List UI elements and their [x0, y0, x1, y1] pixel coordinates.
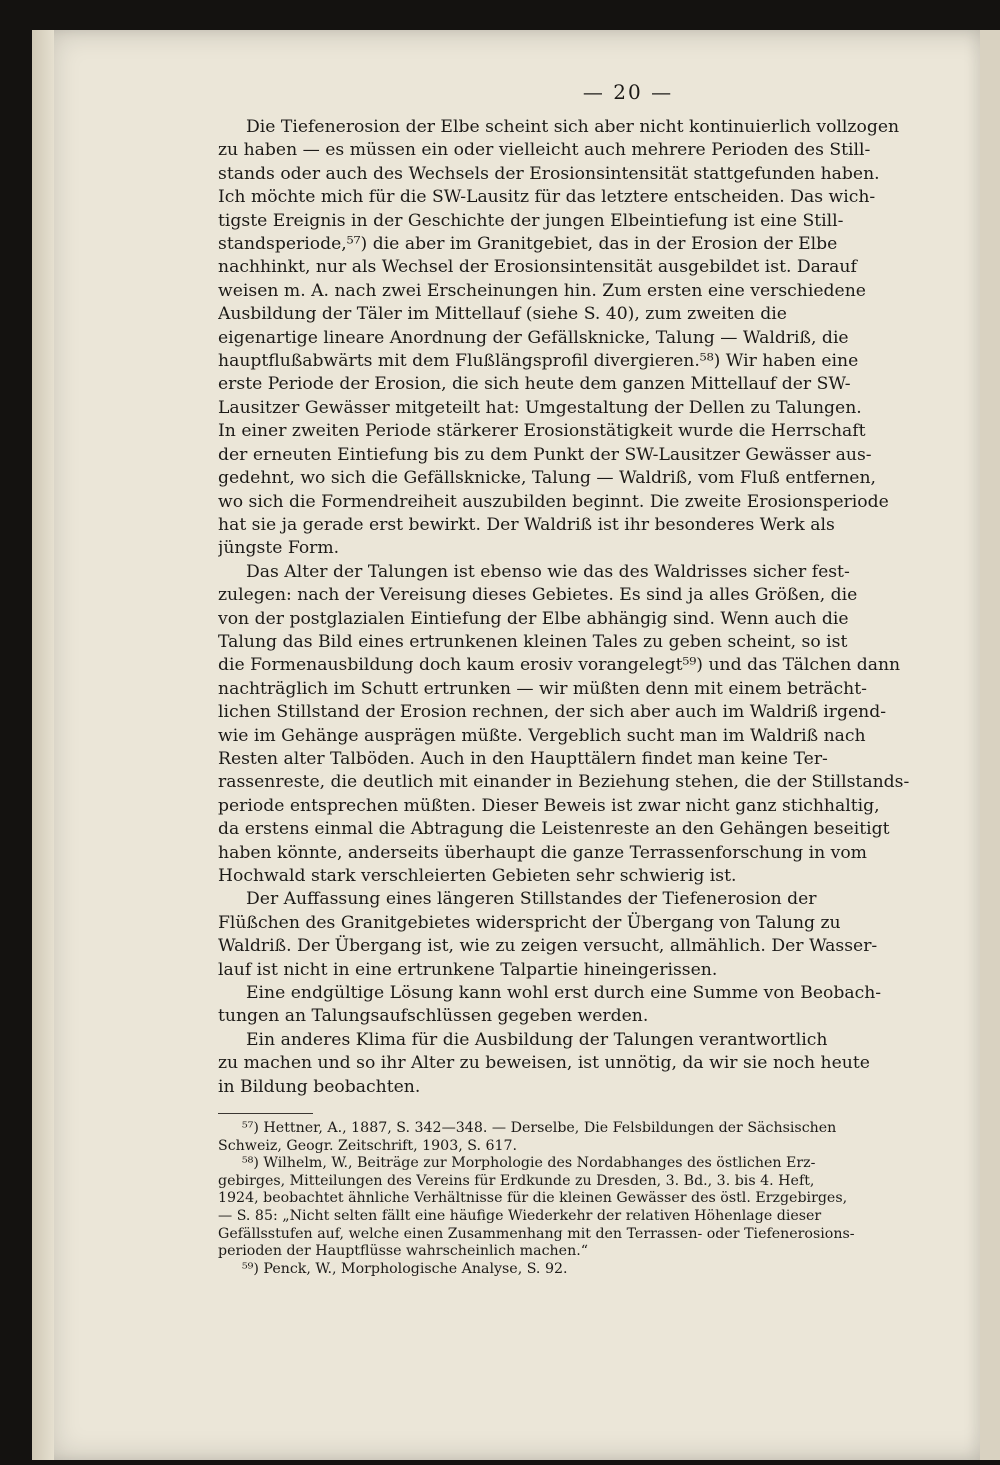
- text-line: zu haben — es müssen ein oder vielleicht auch mehrere Perioden des Still-: [218, 140, 871, 161]
- footnote-line: — S. 85: „Nicht selten fällt eine häufige Wiederkehr der relativen Höhenlage dieser: [218, 1208, 822, 1225]
- text-line: Eine endgültige Lösung kann wohl erst durch eine Summe von Beobach-: [246, 983, 882, 1004]
- text-line: nachträglich im Schutt ertrunken — wir müßten denn mit einem beträcht-: [218, 678, 867, 699]
- text-line: standsperiode,⁵⁷) die aber im Granitgebiet, das in der Erosion der Elbe: [218, 234, 838, 255]
- footnote-line: gebirges, Mitteilungen des Vereins für Erdkunde zu Dresden, 3. Bd., 3. bis 4. Heft,: [218, 1172, 815, 1189]
- text-line: wie im Gehänge ausprägen müßte. Vergeblich sucht man im Waldriß nach: [218, 725, 866, 746]
- footnote-line: ⁵⁸) Wilhelm, W., Beiträge zur Morphologie des Nordabhanges des östlichen Erz-: [242, 1155, 816, 1172]
- paragraph: [218, 1029, 938, 1099]
- page-number: — 20 —: [582, 80, 674, 104]
- text-line: eigenartige lineare Anordnung der Gefällsknicke, Talung — Waldriß, die: [218, 327, 849, 348]
- text-line: Hochwald stark verschleierten Gebieten sehr schwierig ist.: [218, 866, 737, 886]
- text-line: in Bildung beobachten.: [218, 1076, 421, 1097]
- text-line: nachhinkt, nur als Wechsel der Erosionsintensität ausgebildet ist. Darauf: [218, 257, 857, 278]
- text-line: Lausitzer Gewässer mitgeteilt hat: Umgestaltung der Dellen zu Talungen.: [218, 397, 862, 418]
- text-line: jüngste Form.: [218, 538, 340, 559]
- text-line: Waldriß. Der Übergang ist, wie zu zeigen versucht, allmählich. Der Wasser-: [218, 936, 878, 957]
- text-line: von der postglazialen Eintiefung der Elbe abhängig sind. Wenn auch die: [218, 608, 849, 629]
- text-line: Ausbildung der Täler im Mittellauf (siehe S. 40), zum zweiten die: [218, 304, 787, 325]
- text-line: zu machen und so ihr Alter zu beweisen, ist unnötig, da wir sie noch heute: [218, 1053, 870, 1074]
- footnote-line: ⁵⁹) Penck, W., Morphologische Analyse, S. 92.: [242, 1260, 568, 1277]
- text-line: tigste Ereignis in der Geschichte der jungen Elbeintiefung ist eine Still-: [218, 210, 844, 231]
- text-line: die Formenausbildung doch kaum erosiv vorangelegt⁵⁹) und das Tälchen dann: [218, 655, 901, 676]
- text-line: Ein anderes Klima für die Ausbildung der Talungen verantwortlich: [246, 1029, 828, 1050]
- page-gutter: [32, 30, 54, 1460]
- paragraph: [218, 982, 938, 1029]
- footnote-line: ⁵⁷) Hettner, A., 1887, S. 342—348. — Derselbe, Die Felsbildungen der Sächsischen: [242, 1120, 837, 1137]
- footnote-line: perioden der Hauptflüsse wahrscheinlich machen.“: [218, 1243, 588, 1260]
- text-line: stands oder auch des Wechsels der Erosionsintensität stattgefunden haben.: [218, 163, 880, 184]
- text-line: periode entsprechen müßten. Dieser Beweis ist zwar nicht ganz stichhaltig,: [218, 795, 880, 816]
- text-line: da erstens einmal die Abtragung die Leistenreste an den Gehängen beseitigt: [218, 819, 890, 840]
- footnote-line: Gefällsstufen auf, welche einen Zusammenhang mit den Terrassen- oder Tiefenerosions-: [218, 1225, 855, 1242]
- page-content: [218, 80, 938, 1278]
- footnote-line: Schweiz, Geogr. Zeitschrift, 1903, S. 617.: [218, 1137, 518, 1154]
- text-line: zulegen: nach der Vereisung dieses Gebietes. Es sind ja alles Größen, die: [218, 585, 858, 606]
- text-line: Die Tiefenerosion der Elbe scheint sich aber nicht kontinuierlich vollzogen: [246, 117, 900, 137]
- text-line: rassenreste, die deutlich mit einander in Beziehung stehen, die der Stillstands-: [218, 772, 910, 793]
- text-line: Ich möchte mich für die SW-Lausitz für das letztere entscheiden. Das wich-: [218, 187, 876, 208]
- text-line: Talung das Bild eines ertrunkenen kleinen Tales zu geben scheint, so ist: [218, 631, 848, 652]
- paragraph: [218, 116, 938, 561]
- text-line: erste Periode der Erosion, die sich heute dem ganzen Mittellauf der SW-: [218, 374, 851, 395]
- text-line: lauf ist nicht in eine ertrunkene Talpartie hineingerissen.: [218, 959, 718, 980]
- text-line: hauptflußabwärts mit dem Flußlängsprofil divergieren.⁵⁸) Wir haben eine: [218, 351, 859, 372]
- text-line: Resten alter Talböden. Auch in den Haupttälern findet man keine Ter-: [218, 748, 828, 769]
- text-line: haben könnte, anderseits überhaupt die ganze Terrassenforschung in vom: [218, 842, 867, 863]
- body-text: [218, 116, 938, 1099]
- text-line: lichen Stillstand der Erosion rechnen, der sich aber auch im Waldriß irgend-: [218, 702, 887, 723]
- text-line: hat sie ja gerade erst bewirkt. Der Waldriß ist ihr besonderes Werk als: [218, 514, 835, 535]
- text-line: gedehnt, wo sich die Gefällsknicke, Talung — Waldriß, vom Fluß entfernen,: [218, 468, 876, 489]
- text-line: Der Auffassung eines längeren Stillstandes der Tiefenerosion der: [246, 889, 817, 910]
- footnotes: [218, 1120, 938, 1278]
- text-line: tungen an Talungsaufschlüssen gegeben werden.: [218, 1006, 649, 1027]
- paragraph: [218, 888, 938, 982]
- footnote-rule: [218, 1113, 313, 1114]
- text-line: wo sich die Formendreiheit auszubilden beginnt. Die zweite Erosionsperiode: [218, 491, 889, 512]
- text-line: Das Alter der Talungen ist ebenso wie das des Waldrisses sicher fest-: [246, 561, 850, 582]
- text-line: weisen m. A. nach zwei Erscheinungen hin. Zum ersten eine verschiedene: [218, 280, 866, 301]
- footnote-line: 1924, beobachtet ähnliche Verhältnisse für die kleinen Gewässer des östl. Erzgebirges,: [218, 1190, 848, 1207]
- text-line: Flüßchen des Granitgebietes widerspricht der Übergang von Talung zu: [218, 912, 841, 933]
- text-line: der erneuten Eintiefung bis zu dem Punkt der SW-Lausitzer Gewässer aus-: [218, 444, 872, 465]
- paragraph: [218, 561, 938, 889]
- text-line: In einer zweiten Periode stärkerer Erosionstätigkeit wurde die Herrschaft: [218, 421, 866, 442]
